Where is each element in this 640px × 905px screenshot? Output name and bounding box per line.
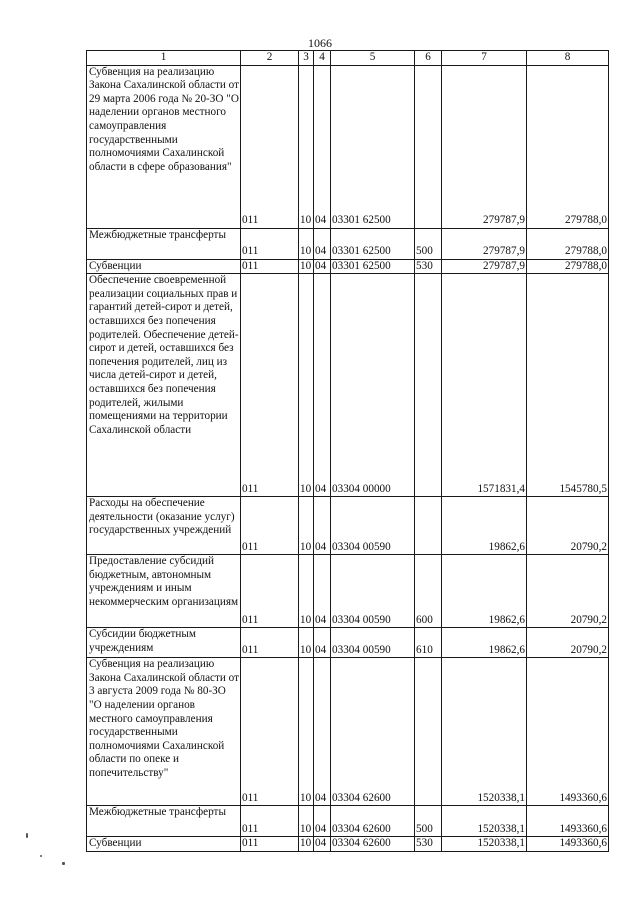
amount-year1-cell: 19862,6 — [442, 497, 527, 555]
column-header: 6 — [415, 51, 442, 66]
section-code-cell: 10 — [299, 806, 314, 837]
section-code-cell: 10 — [299, 658, 314, 806]
expense-type-cell: 530 — [415, 837, 442, 852]
budget-table — [86, 50, 609, 852]
table-row — [87, 555, 609, 628]
amount-year2-cell: 1545780,5 — [527, 274, 609, 497]
section-code-cell: 10 — [299, 497, 314, 555]
row-name-cell — [87, 555, 241, 628]
scan-speck — [26, 833, 28, 838]
section-code-cell: 10 — [299, 65, 314, 228]
amount-year1-cell: 279787,9 — [442, 228, 527, 259]
department-code-cell: 011 — [241, 837, 299, 852]
target-article-cell: 03304 00590 — [331, 628, 415, 658]
column-header: 4 — [314, 51, 331, 66]
expense-type-cell: 600 — [415, 555, 442, 628]
target-article-cell: 03304 62600 — [331, 806, 415, 837]
table-row — [87, 628, 609, 658]
subsection-code-cell: 04 — [314, 806, 331, 837]
target-article-cell: 03304 62600 — [331, 837, 415, 852]
amount-year2-cell: 1493360,6 — [527, 806, 609, 837]
row-name-cell — [87, 806, 241, 837]
section-code-cell: 10 — [299, 274, 314, 497]
row-name: Субвенция на реализацию Закона Сахалинской области от 3 августа 2009 года № 80-ЗО "О наделении органов местного самоуправления государственными полномочиями Сахалинской области по опеке и попечительству" — [89, 658, 240, 779]
target-article-cell: 03304 00590 — [331, 497, 415, 555]
table-row — [87, 65, 609, 228]
column-header: 1 — [87, 51, 241, 66]
section-code-cell: 10 — [299, 628, 314, 658]
subsection-code-cell: 04 — [314, 837, 331, 852]
table-header-row — [87, 51, 609, 66]
expense-type-cell — [415, 658, 442, 806]
subsection-code-cell: 04 — [314, 555, 331, 628]
expense-type-cell — [415, 65, 442, 228]
scan-speck — [62, 862, 65, 865]
row-name: Межбюджетные трансферты — [89, 806, 226, 819]
amount-year1-cell: 1571831,4 — [442, 274, 527, 497]
amount-year2-cell: 20790,2 — [527, 555, 609, 628]
amount-year1-cell: 1520338,1 — [442, 658, 527, 806]
target-article-cell: 03301 62500 — [331, 228, 415, 259]
target-article-cell: 03301 62500 — [331, 65, 415, 228]
row-name: Субвенция на реализацию Закона Сахалинской области от 29 марта 2006 года № 20-ЗО "О наделении органов местного самоуправления государственными полномочиями Сахалинской области в сфере образования" — [89, 65, 240, 173]
amount-year1-cell: 1520338,1 — [442, 806, 527, 837]
expense-type-cell: 530 — [415, 259, 442, 274]
section-code-cell: 10 — [299, 837, 314, 852]
amount-year2-cell: 1493360,6 — [527, 658, 609, 806]
department-code-cell: 011 — [241, 497, 299, 555]
target-article-cell: 03304 00590 — [331, 555, 415, 628]
table-body — [87, 65, 609, 851]
department-code-cell: 011 — [241, 65, 299, 228]
row-name: Обеспечение своевременной реализации социальных прав и гарантий детей-сирот и детей, оставшихся без попечения родителей. Обеспечение детей-сирот и детей, оставшихся без попечения родителей, лиц из числа детей-сирот и детей, оставшихся без попечения родителей, жилыми помещениями на территории Сахалинской области — [89, 274, 239, 436]
column-header: 7 — [442, 51, 527, 66]
subsection-code-cell: 04 — [314, 274, 331, 497]
column-header: 3 — [299, 51, 314, 66]
target-article-cell: 03301 62500 — [331, 259, 415, 274]
page-number: 1066 — [308, 36, 332, 50]
amount-year2-cell: 1493360,6 — [527, 837, 609, 852]
row-name-cell — [87, 497, 241, 555]
row-name-cell — [87, 65, 241, 228]
table-row — [87, 259, 609, 274]
row-name: Предоставление субсидий бюджетным, автономным учреждениям и иным некоммерческим организациям — [89, 555, 239, 608]
department-code-cell: 011 — [241, 274, 299, 497]
row-name-cell — [87, 628, 241, 658]
row-name: Субвенции — [89, 837, 142, 850]
amount-year2-cell: 279788,0 — [527, 228, 609, 259]
section-code-cell: 10 — [299, 555, 314, 628]
scan-speck — [40, 855, 42, 857]
subsection-code-cell: 04 — [314, 497, 331, 555]
subsection-code-cell: 04 — [314, 259, 331, 274]
row-name-cell — [87, 658, 241, 806]
row-name-cell — [87, 259, 241, 274]
subsection-code-cell: 04 — [314, 65, 331, 228]
column-header: 8 — [527, 51, 609, 66]
row-name: Субвенции — [89, 259, 142, 272]
amount-year1-cell: 19862,6 — [442, 628, 527, 658]
table-row — [87, 806, 609, 837]
section-code-cell: 10 — [299, 228, 314, 259]
department-code-cell: 011 — [241, 228, 299, 259]
row-name: Расходы на обеспечение деятельности (оказание услуг) государственных учреждений — [89, 497, 235, 537]
section-code-cell: 10 — [299, 259, 314, 274]
expense-type-cell: 610 — [415, 628, 442, 658]
amount-year2-cell: 279788,0 — [527, 259, 609, 274]
row-name: Субсидии бюджетным учреждениям — [89, 628, 196, 654]
expense-type-cell: 500 — [415, 806, 442, 837]
expense-type-cell — [415, 274, 442, 497]
table-row — [87, 228, 609, 259]
table-row — [87, 497, 609, 555]
amount-year1-cell: 279787,9 — [442, 65, 527, 228]
subsection-code-cell: 04 — [314, 628, 331, 658]
amount-year1-cell: 19862,6 — [442, 555, 527, 628]
subsection-code-cell: 04 — [314, 658, 331, 806]
target-article-cell: 03304 00000 — [331, 274, 415, 497]
department-code-cell: 011 — [241, 658, 299, 806]
subsection-code-cell: 04 — [314, 228, 331, 259]
column-header: 5 — [331, 51, 415, 66]
column-header: 2 — [241, 51, 299, 66]
row-name-cell — [87, 274, 241, 497]
department-code-cell: 011 — [241, 259, 299, 274]
amount-year1-cell: 279787,9 — [442, 259, 527, 274]
amount-year1-cell: 1520338,1 — [442, 837, 527, 852]
table-row — [87, 837, 609, 852]
department-code-cell: 011 — [241, 806, 299, 837]
table-row — [87, 658, 609, 806]
target-article-cell: 03304 62600 — [331, 658, 415, 806]
amount-year2-cell: 279788,0 — [527, 65, 609, 228]
department-code-cell: 011 — [241, 628, 299, 658]
row-name-cell — [87, 837, 241, 852]
row-name: Межбюджетные трансферты — [89, 228, 226, 241]
department-code-cell: 011 — [241, 555, 299, 628]
row-name-cell — [87, 228, 241, 259]
amount-year2-cell: 20790,2 — [527, 628, 609, 658]
amount-year2-cell: 20790,2 — [527, 497, 609, 555]
expense-type-cell: 500 — [415, 228, 442, 259]
expense-type-cell — [415, 497, 442, 555]
table-row — [87, 274, 609, 497]
